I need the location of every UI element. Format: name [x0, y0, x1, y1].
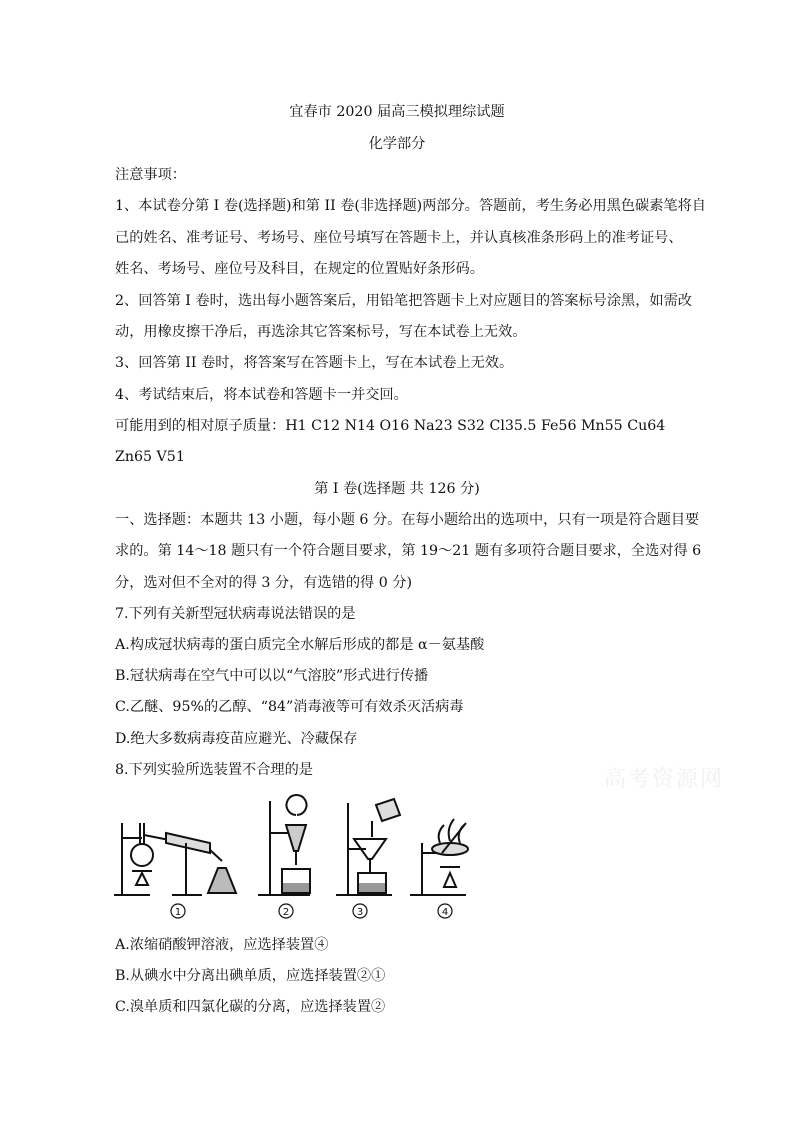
apparatus-label-4: 4 — [441, 907, 449, 918]
atomic-mass-line: 可能用到的相对原子质量：H1 C12 N14 O16 Na23 S32 Cl35.5 Fe56 Mn55 Cu64 — [115, 418, 666, 434]
option-a: A.浓缩硝酸钾溶液，应选择装置④ — [115, 937, 329, 953]
option-a: A.构成冠状病毒的蛋白质完全水解后形成的都是 α－氨基酸 — [115, 637, 485, 653]
instruction-line: 一、选择题：本题共 13 小题，每小题 6 分。在每小题给出的选项中，只有一项是符合题目要 — [115, 512, 700, 528]
apparatus-label-2: 2 — [282, 907, 290, 918]
option-b: B.从碘水中分离出碘单质，应选择装置②① — [115, 968, 386, 984]
notice-heading: 注意事项： — [115, 167, 186, 183]
atomic-mass-line: Zn65 V51 — [115, 449, 185, 465]
apparatus-label-1: 1 — [174, 907, 182, 918]
evaporation-apparatus — [410, 819, 468, 895]
question-stem: 8.下列实验所选装置不合理的是 — [115, 762, 313, 778]
instruction-line: 分，选对但不全对的得 3 分，有选错的得 0 分) — [115, 575, 413, 591]
apparatus-figure — [110, 793, 495, 923]
option-d: D.绝大多数病毒疫苗应避光、冷藏保存 — [115, 731, 358, 747]
apparatus-label-3: 3 — [356, 907, 364, 918]
section-heading: 第 I 卷(选择题 共 126 分) — [314, 481, 480, 497]
option-c: C.溴单质和四氯化碳的分离，应选择装置② — [115, 999, 386, 1015]
distillation-apparatus — [114, 823, 236, 895]
notice-line: 己的姓名、准考证号、考场号、座位号填写在答题卡上，并认真核准条形码上的准考证号、 — [115, 230, 683, 246]
notice-line: 姓名、考场号、座位号及科目，在规定的位置贴好条形码。 — [115, 261, 484, 277]
notice-line: 4、考试结束后，将本试卷和答题卡一并交回。 — [115, 387, 408, 403]
option-b: B.冠状病毒在空气中可以以“气溶胶”形式进行传播 — [115, 668, 429, 684]
notice-line: 3、回答第 II 卷时，将答案写在答题卡上，写在本试卷上无效。 — [115, 355, 514, 371]
option-c: C.乙醚、95%的乙醇、“84”消毒液等可有效杀灭活病毒 — [115, 699, 464, 715]
exam-title: 宜春市 2020 届高三模拟理综试题 — [289, 104, 505, 120]
notice-line: 2、回答第 I 卷时，选出每小题答案后，用铅笔把答题卡上对应题目的答案标号涂黑，如需改 — [115, 293, 692, 309]
question-stem: 7.下列有关新型冠状病毒说法错误的是 — [115, 606, 356, 622]
section-subtitle: 化学部分 — [368, 136, 426, 152]
separatory-funnel-apparatus — [258, 795, 310, 895]
watermark: 高考资源网 — [604, 767, 725, 792]
notice-line: 1、本试卷分第 I 卷(选择题)和第 II 卷(非选择题)两部分。答题前，考生务必用黑色碳素笔将自 — [115, 198, 706, 214]
filtration-apparatus — [336, 799, 400, 895]
instruction-line: 求的。第 14～18 题只有一个符合题目要求，第 19～21 题有多项符合题目要求，全选对得 6 — [115, 543, 702, 559]
notice-line: 动，用橡皮擦干净后，再选涂其它答案标号，写在本试卷上无效。 — [115, 324, 527, 340]
